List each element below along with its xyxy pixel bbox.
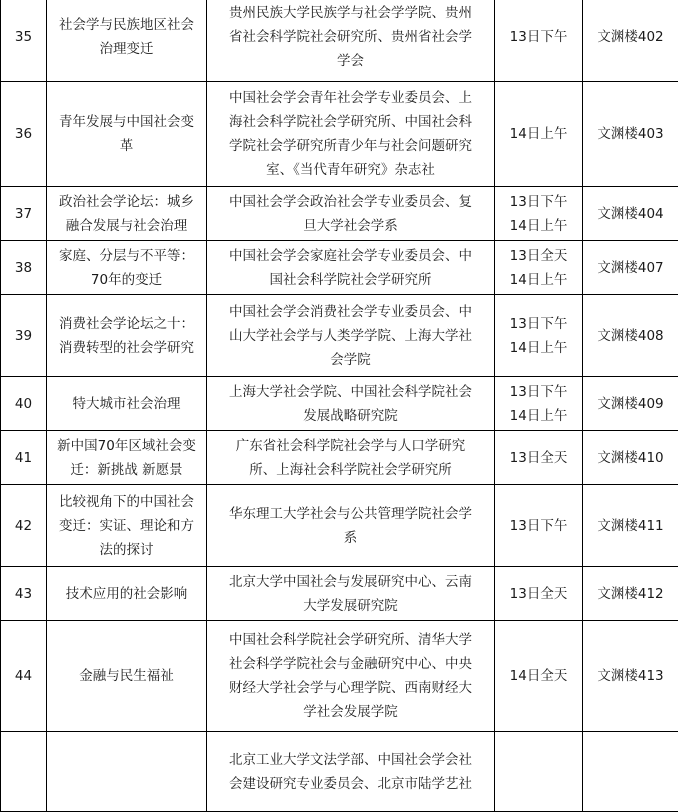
forum-topic-line: 变迁：实证、理论和方 [53, 514, 200, 538]
table-row [1, 621, 678, 732]
organizers [207, 485, 495, 567]
forum-topic [47, 732, 207, 812]
schedule-body [1, 0, 678, 812]
session-time [495, 732, 583, 812]
table-row [1, 241, 678, 295]
row-number: 40 [1, 377, 47, 431]
table-row [1, 567, 678, 621]
forum-topic-line: 社会学与民族地区社会 [53, 13, 200, 37]
forum-topic [47, 187, 207, 241]
row-number: 43 [1, 567, 47, 621]
venue: 文渊楼408 [583, 295, 678, 377]
organizers-line: 中国社会学会家庭社会学专业委员会、中 [213, 244, 488, 268]
session-time-line: 14日上午 [501, 122, 576, 146]
forum-topic-line: 70年的变迁 [53, 268, 200, 292]
session-time-line: 13日下午 [501, 380, 576, 404]
session-time-line: 13日下午 [501, 25, 576, 49]
forum-topic [47, 241, 207, 295]
organizers-line: 中国社会学会青年社会学专业委员会、上 [213, 86, 488, 110]
organizers-line: 中国社会学会政治社会学专业委员会、复 [213, 190, 488, 214]
table-row [1, 431, 678, 485]
organizers-line: 所、上海社会科学院社会学研究所 [213, 458, 488, 482]
forum-topic-line: 政治社会学论坛：城乡 [53, 190, 200, 214]
session-time [495, 187, 583, 241]
organizers-line: 室、《当代青年研究》杂志社 [213, 158, 488, 182]
organizers-line: 国社会科学院社会学研究所 [213, 268, 488, 292]
venue: 文渊楼407 [583, 241, 678, 295]
forum-topic-line: 青年发展与中国社会变 [53, 110, 200, 134]
session-time-line: 13日全天 [501, 582, 576, 606]
forum-topic-line: 消费社会学论坛之十： [53, 312, 200, 336]
session-time-line: 13日下午 [501, 312, 576, 336]
organizers-line: 社会科学学院社会与金融研究中心、中央 [213, 652, 488, 676]
session-time-line: 14日上午 [501, 404, 576, 428]
organizers-line: 发展战略研究院 [213, 404, 488, 428]
organizers-line: 会学院 [213, 348, 488, 372]
organizers-line: 财经大学社会学与心理学院、西南财经大 [213, 676, 488, 700]
organizers-line: 山大学社会学与人类学学院、上海大学社 [213, 324, 488, 348]
organizers-line: 北京大学中国社会与发展研究中心、云南 [213, 570, 488, 594]
row-number: 39 [1, 295, 47, 377]
organizers-line: 广东省社会科学院社会学与人口学研究 [213, 434, 488, 458]
organizers [207, 377, 495, 431]
venue: 文渊楼412 [583, 567, 678, 621]
session-time-line: 13日全天 [501, 446, 576, 470]
forum-topic-line: 融合发展与社会治理 [53, 214, 200, 238]
organizers-line: 学会 [213, 49, 488, 73]
organizers [207, 567, 495, 621]
row-number: 37 [1, 187, 47, 241]
forum-topic-line: 金融与民生福祉 [53, 664, 200, 688]
forum-topic [47, 567, 207, 621]
venue: 文渊楼409 [583, 377, 678, 431]
venue: 文渊楼410 [583, 431, 678, 485]
forum-topic-line: 比较视角下的中国社会 [53, 490, 200, 514]
session-time [495, 567, 583, 621]
organizers-line: 中国社会学会消费社会学专业委员会、中 [213, 300, 488, 324]
forum-topic-line: 治理变迁 [53, 37, 200, 61]
organizers-line: 学院社会学研究所青少年与社会问题研究 [213, 134, 488, 158]
session-time-line: 13日下午 [501, 190, 576, 214]
table-row [1, 377, 678, 431]
organizers [207, 732, 495, 812]
organizers-line: 中国社会科学院社会学研究所、清华大学 [213, 628, 488, 652]
forum-topic-line: 家庭、分层与不平等： [53, 244, 200, 268]
forum-topic-line: 消费转型的社会学研究 [53, 336, 200, 360]
organizers-line: 北京工业大学文法学部、中国社会学会社 [213, 748, 488, 772]
row-number: 44 [1, 621, 47, 732]
organizers-line: 旦大学社会学系 [213, 214, 488, 238]
session-time-line: 14日上午 [501, 336, 576, 360]
venue: 文渊楼404 [583, 187, 678, 241]
organizers [207, 82, 495, 187]
organizers [207, 621, 495, 732]
table-row [1, 485, 678, 567]
session-time [495, 82, 583, 187]
forum-topic-line: 法的探讨 [53, 538, 200, 562]
table-row [1, 187, 678, 241]
forum-topic-line: 特大城市社会治理 [53, 392, 200, 416]
table-row [1, 295, 678, 377]
forum-topic [47, 0, 207, 82]
session-time [495, 377, 583, 431]
session-time [495, 485, 583, 567]
forum-topic [47, 82, 207, 187]
row-number: 42 [1, 485, 47, 567]
session-time [495, 431, 583, 485]
venue: 文渊楼413 [583, 621, 678, 732]
table-row [1, 0, 678, 82]
forum-topic [47, 431, 207, 485]
session-time-line: 14日上午 [501, 214, 576, 238]
organizers-line: 省社会科学院社会研究所、贵州省社会学 [213, 25, 488, 49]
row-number [1, 732, 47, 812]
forum-topic [47, 485, 207, 567]
venue: 文渊楼411 [583, 485, 678, 567]
forum-topic-line: 技术应用的社会影响 [53, 582, 200, 606]
venue: 文渊楼402 [583, 0, 678, 82]
venue: 文渊楼403 [583, 82, 678, 187]
row-number: 41 [1, 431, 47, 485]
organizers [207, 187, 495, 241]
organizers-line: 系 [213, 526, 488, 550]
venue [583, 732, 678, 812]
organizers-line: 海社会科学院社会学研究所、中国社会科 [213, 110, 488, 134]
forum-topic [47, 377, 207, 431]
session-time-line: 13日全天 [501, 244, 576, 268]
organizers-line: 大学发展研究院 [213, 594, 488, 618]
forum-topic [47, 621, 207, 732]
session-time [495, 295, 583, 377]
session-time-line: 13日下午 [501, 514, 576, 538]
table-row [1, 732, 678, 812]
table-row [1, 82, 678, 187]
session-time [495, 0, 583, 82]
organizers-line: 学社会发展学院 [213, 700, 488, 724]
organizers [207, 0, 495, 82]
organizers-line: 上海大学社会学院、中国社会科学院社会 [213, 380, 488, 404]
row-number: 36 [1, 82, 47, 187]
row-number: 35 [1, 0, 47, 82]
forum-topic-line: 新中国70年区域社会变 [53, 434, 200, 458]
organizers [207, 241, 495, 295]
forum-topic [47, 295, 207, 377]
organizers-line: 华东理工大学社会与公共管理学院社会学 [213, 502, 488, 526]
row-number: 38 [1, 241, 47, 295]
session-time [495, 621, 583, 732]
session-time [495, 241, 583, 295]
organizers-line: 会建设研究专业委员会、北京市陆学艺社 [213, 772, 488, 796]
organizers-line: 贵州民族大学民族学与社会学学院、贵州 [213, 1, 488, 25]
organizers [207, 431, 495, 485]
forum-topic-line: 迁：新挑战 新愿景 [53, 458, 200, 482]
session-time-line: 14日上午 [501, 268, 576, 292]
organizers [207, 295, 495, 377]
forum-topic-line: 革 [53, 134, 200, 158]
session-time-line: 14日全天 [501, 664, 576, 688]
